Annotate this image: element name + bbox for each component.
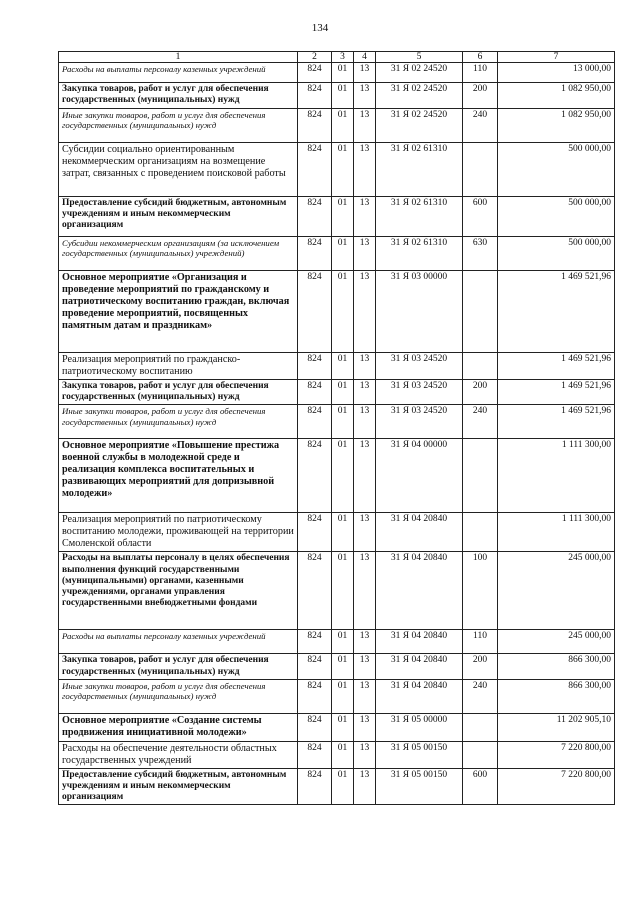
expense-type-cell — [463, 143, 498, 197]
section-code-cell: 01 — [332, 405, 354, 439]
subsection-code-cell: 13 — [354, 513, 376, 552]
admin-code-cell: 824 — [298, 768, 332, 805]
amount-cell: 1 111 300,00 — [498, 513, 615, 552]
table-row — [59, 768, 615, 805]
section-code-cell: 01 — [332, 83, 354, 109]
expense-type-cell: 630 — [463, 237, 498, 271]
section-code-cell: 01 — [332, 109, 354, 143]
amount-cell: 1 082 950,00 — [498, 109, 615, 143]
admin-code-cell: 824 — [298, 63, 332, 83]
subsection-code-cell: 13 — [354, 83, 376, 109]
row-name-cell: Закупка товаров, работ и услуг для обеспечения государственных (муниципальных) нужд — [59, 654, 298, 679]
row-name-cell: Иные закупки товаров, работ и услуг для обеспечения государственных (муниципальных) нужд — [59, 405, 298, 439]
row-name-cell: Основное мероприятие «Повышение престижа военной службы в молодежной среде и реализация комплекса воспитательных и развивающих мероприятий для допризывной молодежи» — [59, 439, 298, 513]
header-row — [59, 52, 615, 63]
table-row — [59, 109, 615, 143]
section-code-cell: 01 — [332, 143, 354, 197]
admin-code-cell: 824 — [298, 353, 332, 380]
admin-code-cell: 824 — [298, 83, 332, 109]
subsection-code-cell: 13 — [354, 63, 376, 83]
admin-code-cell: 824 — [298, 109, 332, 143]
amount-cell: 500 000,00 — [498, 197, 615, 237]
table-row — [59, 552, 615, 630]
admin-code-cell: 824 — [298, 271, 332, 353]
subsection-code-cell: 13 — [354, 143, 376, 197]
subsection-code-cell: 13 — [354, 552, 376, 630]
expense-type-cell — [463, 513, 498, 552]
amount-cell: 7 220 800,00 — [498, 768, 615, 805]
amount-cell: 1 469 521,96 — [498, 405, 615, 439]
subsection-code-cell: 13 — [354, 109, 376, 143]
table-row — [59, 741, 615, 768]
row-name-cell: Реализация мероприятий по гражданско-патриотическому воспитанию — [59, 353, 298, 380]
row-name-cell: Расходы на выплаты персоналу в целях обеспечения выполнения функций государственными (муниципальными) органами, казенными учреждениями, органами управления государственными внебюджетными фондами — [59, 552, 298, 630]
expense-type-cell: 200 — [463, 654, 498, 679]
amount-cell: 7 220 800,00 — [498, 741, 615, 768]
section-code-cell: 01 — [332, 237, 354, 271]
admin-code-cell: 824 — [298, 197, 332, 237]
target-article-cell: 31 Я 02 61310 — [376, 237, 463, 271]
row-name-cell: Расходы на выплаты персоналу казенных учреждений — [59, 630, 298, 654]
expense-type-cell: 240 — [463, 405, 498, 439]
section-code-cell: 01 — [332, 654, 354, 679]
target-article-cell: 31 Я 03 24520 — [376, 405, 463, 439]
expense-type-cell: 110 — [463, 63, 498, 83]
subsection-code-cell: 13 — [354, 768, 376, 805]
target-article-cell: 31 Я 02 24520 — [376, 109, 463, 143]
subsection-code-cell: 13 — [354, 439, 376, 513]
section-code-cell: 01 — [332, 713, 354, 741]
expense-type-cell: 240 — [463, 109, 498, 143]
row-name-cell: Предоставление субсидий бюджетным, автономным учреждениям и иным некоммерческим организациям — [59, 768, 298, 805]
row-name-cell: Иные закупки товаров, работ и услуг для обеспечения государственных (муниципальных) нужд — [59, 679, 298, 713]
admin-code-cell: 824 — [298, 380, 332, 405]
amount-cell: 1 469 521,96 — [498, 271, 615, 353]
admin-code-cell: 824 — [298, 552, 332, 630]
section-code-cell: 01 — [332, 513, 354, 552]
subsection-code-cell: 13 — [354, 654, 376, 679]
row-name-cell: Закупка товаров, работ и услуг для обеспечения государственных (муниципальных) нужд — [59, 380, 298, 405]
table-body — [59, 63, 615, 805]
table-row — [59, 439, 615, 513]
expense-type-cell — [463, 353, 498, 380]
subsection-code-cell: 13 — [354, 405, 376, 439]
target-article-cell: 31 Я 04 00000 — [376, 439, 463, 513]
section-code-cell: 01 — [332, 197, 354, 237]
table-row — [59, 713, 615, 741]
admin-code-cell: 824 — [298, 143, 332, 197]
section-code-cell: 01 — [332, 630, 354, 654]
table-row — [59, 380, 615, 405]
row-name-cell: Субсидии социально ориентированным некоммерческим организациям на возмещение затрат, связанных с проведением поисковой работы — [59, 143, 298, 197]
target-article-cell: 31 Я 04 20840 — [376, 513, 463, 552]
subsection-code-cell: 13 — [354, 271, 376, 353]
column-header: 5 — [376, 52, 463, 63]
page-number: 134 — [311, 22, 329, 34]
target-article-cell: 31 Я 02 24520 — [376, 63, 463, 83]
amount-cell: 1 469 521,96 — [498, 380, 615, 405]
row-name-cell: Субсидии некоммерческим организациям (за исключением государственных (муниципальных) учреждений) — [59, 237, 298, 271]
target-article-cell: 31 Я 05 00000 — [376, 713, 463, 741]
section-code-cell: 01 — [332, 439, 354, 513]
admin-code-cell: 824 — [298, 741, 332, 768]
target-article-cell: 31 Я 05 00150 — [376, 741, 463, 768]
expense-type-cell: 600 — [463, 768, 498, 805]
admin-code-cell: 824 — [298, 713, 332, 741]
expense-type-cell: 110 — [463, 630, 498, 654]
expense-type-cell: 100 — [463, 552, 498, 630]
admin-code-cell: 824 — [298, 513, 332, 552]
amount-cell: 1 111 300,00 — [498, 439, 615, 513]
column-header: 1 — [59, 52, 298, 63]
column-header: 4 — [354, 52, 376, 63]
subsection-code-cell: 13 — [354, 741, 376, 768]
section-code-cell: 01 — [332, 380, 354, 405]
subsection-code-cell: 13 — [354, 353, 376, 380]
section-code-cell: 01 — [332, 552, 354, 630]
amount-cell: 11 202 905,10 — [498, 713, 615, 741]
table-row — [59, 83, 615, 109]
amount-cell: 866 300,00 — [498, 654, 615, 679]
subsection-code-cell: 13 — [354, 237, 376, 271]
expense-type-cell — [463, 713, 498, 741]
target-article-cell: 31 Я 04 20840 — [376, 552, 463, 630]
section-code-cell: 01 — [332, 768, 354, 805]
target-article-cell: 31 Я 03 24520 — [376, 353, 463, 380]
section-code-cell: 01 — [332, 741, 354, 768]
admin-code-cell: 824 — [298, 630, 332, 654]
table-row — [59, 197, 615, 237]
row-name-cell: Закупка товаров, работ и услуг для обеспечения государственных (муниципальных) нужд — [59, 83, 298, 109]
amount-cell: 1 082 950,00 — [498, 83, 615, 109]
column-header: 2 — [298, 52, 332, 63]
amount-cell: 245 000,00 — [498, 630, 615, 654]
amount-cell: 500 000,00 — [498, 143, 615, 197]
subsection-code-cell: 13 — [354, 630, 376, 654]
amount-cell: 245 000,00 — [498, 552, 615, 630]
target-article-cell: 31 Я 02 61310 — [376, 143, 463, 197]
table-row — [59, 630, 615, 654]
budget-table — [58, 51, 615, 805]
admin-code-cell: 824 — [298, 654, 332, 679]
table-row — [59, 63, 615, 83]
row-name-cell: Основное мероприятие «Организация и проведение мероприятий по гражданскому и патриотическому воспитанию граждан, включая проведение мероприятий, посвященных памятным датам и праздникам» — [59, 271, 298, 353]
table-row — [59, 654, 615, 679]
subsection-code-cell: 13 — [354, 197, 376, 237]
expense-type-cell: 200 — [463, 380, 498, 405]
target-article-cell: 31 Я 04 20840 — [376, 679, 463, 713]
target-article-cell: 31 Я 04 20840 — [376, 654, 463, 679]
expense-type-cell — [463, 271, 498, 353]
column-header: 6 — [463, 52, 498, 63]
target-article-cell: 31 Я 05 00150 — [376, 768, 463, 805]
table-row — [59, 679, 615, 713]
table-row — [59, 143, 615, 197]
column-header: 3 — [332, 52, 354, 63]
subsection-code-cell: 13 — [354, 713, 376, 741]
row-name-cell: Основное мероприятие «Создание системы продвижения инициативной молодежи» — [59, 713, 298, 741]
table-row — [59, 513, 615, 552]
admin-code-cell: 824 — [298, 679, 332, 713]
target-article-cell: 31 Я 03 00000 — [376, 271, 463, 353]
row-name-cell: Расходы на обеспечение деятельности областных государственных учреждений — [59, 741, 298, 768]
expense-type-cell: 600 — [463, 197, 498, 237]
row-name-cell: Предоставление субсидий бюджетным, автономным учреждениям и иным некоммерческим организациям — [59, 197, 298, 237]
row-name-cell: Иные закупки товаров, работ и услуг для обеспечения государственных (муниципальных) нужд — [59, 109, 298, 143]
section-code-cell: 01 — [332, 271, 354, 353]
target-article-cell: 31 Я 02 24520 — [376, 83, 463, 109]
target-article-cell: 31 Я 03 24520 — [376, 380, 463, 405]
target-article-cell: 31 Я 04 20840 — [376, 630, 463, 654]
admin-code-cell: 824 — [298, 237, 332, 271]
amount-cell: 500 000,00 — [498, 237, 615, 271]
amount-cell: 13 000,00 — [498, 63, 615, 83]
row-name-cell: Расходы на выплаты персоналу казенных учреждений — [59, 63, 298, 83]
amount-cell: 1 469 521,96 — [498, 353, 615, 380]
amount-cell: 866 300,00 — [498, 679, 615, 713]
admin-code-cell: 824 — [298, 405, 332, 439]
section-code-cell: 01 — [332, 63, 354, 83]
table-row — [59, 405, 615, 439]
section-code-cell: 01 — [332, 353, 354, 380]
table-row — [59, 271, 615, 353]
expense-type-cell — [463, 741, 498, 768]
admin-code-cell: 824 — [298, 439, 332, 513]
table-row — [59, 353, 615, 380]
target-article-cell: 31 Я 02 61310 — [376, 197, 463, 237]
subsection-code-cell: 13 — [354, 380, 376, 405]
table-row — [59, 237, 615, 271]
section-code-cell: 01 — [332, 679, 354, 713]
subsection-code-cell: 13 — [354, 679, 376, 713]
expense-type-cell — [463, 439, 498, 513]
expense-type-cell: 240 — [463, 679, 498, 713]
row-name-cell: Реализация мероприятий по патриотическому воспитанию молодежи, проживающей на территории Смоленской области — [59, 513, 298, 552]
expense-type-cell: 200 — [463, 83, 498, 109]
column-header: 7 — [498, 52, 615, 63]
